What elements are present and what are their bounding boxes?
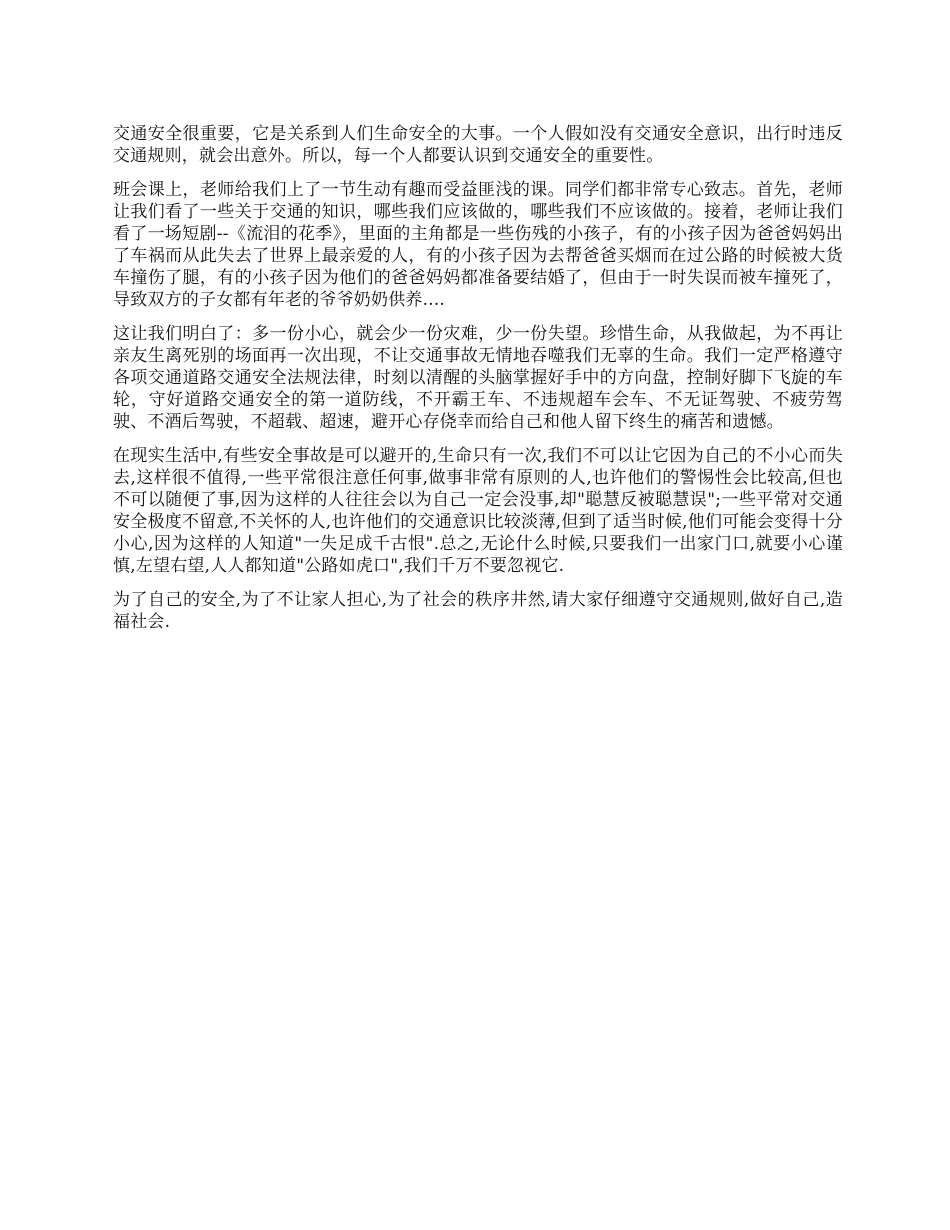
paragraph-intro: 交通安全很重要，它是关系到人们生命安全的大事。一个人假如没有交通安全意识，出行时违反交通规则，就会出意外。所以，每一个人都要认识到交通安全的重要性。: [113, 124, 843, 166]
document-body: [113, 123, 843, 645]
paragraph-class-meeting: 班会课上，老师给我们上了一节生动有趣而受益匪浅的课。同学们都非常专心致志。首先，老师让我们看了一些关于交通的知识，哪些我们应该做的，哪些我们不应该做的。接着，老师让我们看了一场短剧--《流泪的花季》，里面的主角都是一些伤残的小孩子，有的小孩子因为爸爸妈妈出了车祸而从此失去了世界上最亲爱的人，有的小孩子因为去帮爸爸买烟而在过公路的时候被大货车撞伤了腿，有的小孩子因为他们的爸爸妈妈都准备要结婚了，但由于一时失误而被车撞死了，导致双方的子女都有年老的爷爷奶奶供养....: [113, 180, 843, 310]
paragraph-conclusion: 为了自己的安全,为了不让家人担心,为了社会的秩序井然,请大家仔细遵守交通规则,做好自己,造福社会.: [113, 590, 843, 632]
paragraph-lesson: 这让我们明白了：多一份小心，就会少一份灾难，少一份失望。珍惜生命，从我做起，为不再让亲友生离死别的场面再一次出现，不让交通事故无情地吞噬我们无辜的生命。我们一定严格遵守各项交通道路交通安全法规法律，时刻以清醒的头脑掌握好手中的方向盘，控制好脚下飞旋的车轮，守好道路交通安全的第一道防线，不开霸王车、不违规超车会车、不无证驾驶、不疲劳驾驶、不酒后驾驶，不超载、超速，避开心存侥幸而给自己和他人留下终生的痛苦和遗憾。: [113, 324, 843, 432]
paragraph-real-life: 在现实生活中,有些安全事故是可以避开的,生命只有一次,我们不可以让它因为自己的不小心而失去,这样很不值得,一些平常很注意任何事,做事非常有原则的人,也许他们的警惕性会比较高,但也不可以随便了事,因为这样的人往往会以为自己一定会没事,却"聪慧反被聪慧误";一些平常对交通安全极度不留意,不关怀的人,也许他们的交通意识比较淡薄,但到了适当时候,他们可能会变得十分小心,因为这样的人知道"一失足成千古恨".总之,无论什么时候,只要我们一出家门口,就要小心谨慎,左望右望,人人都知道"公路如虎口",我们千万不要忽视它.: [113, 446, 843, 576]
